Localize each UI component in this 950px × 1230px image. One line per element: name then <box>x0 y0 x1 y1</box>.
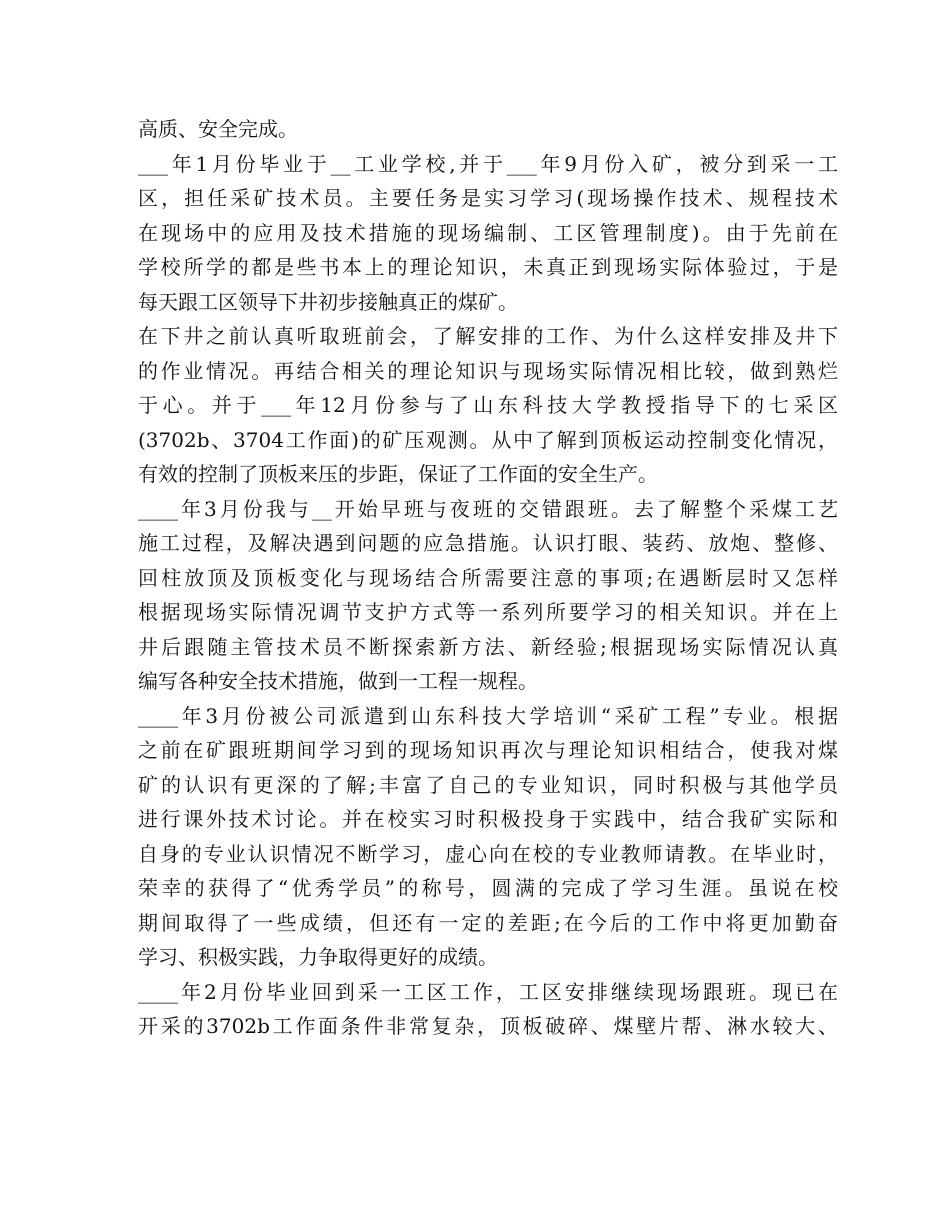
paragraph-line: 自身的专业认识情况不断学习，虚心向在校的专业教师请教。在毕业时， <box>138 841 838 866</box>
paragraph-line: 高质、安全完成。 <box>138 117 298 141</box>
paragraph-line: 矿的认识有更深的了解;丰富了自己的专业知识，同时积极与其他学员 <box>138 772 838 797</box>
paragraph-line: 根据现场实际情况调节支护方式等一系列所要学习的相关知识。并在上 <box>138 600 838 624</box>
paragraph-line: 学校所学的都是些书本上的理论知识，未真正到现场实际体验过，于是 <box>138 255 838 279</box>
paragraph-line: 施工过程，及解决遇到问题的应急措施。认识打眼、装药、放炮、整修、 <box>138 531 838 555</box>
paragraph-line: 区，担任采矿技术员。主要任务是实习学习(现场操作技术、规程技术 <box>138 186 838 210</box>
paragraph-line: 井后跟随主管技术员不断探索新方法、新经验;根据现场实际情况认真 <box>138 634 838 659</box>
document-body <box>138 112 838 1044</box>
paragraph-line: 进行课外技术讨论。并在校实习时积极投身于实践中，结合我矿实际和 <box>138 807 838 831</box>
paragraph-line: ____年3月份我与__开始早班与夜班的交错跟班。去了解整个采煤工艺 <box>138 496 838 521</box>
paragraph-line: ____年2月份毕业回到采一工区工作，工区安排继续现场跟班。现已在 <box>138 979 838 1004</box>
paragraph-line: 之前在矿跟班期间学习到的现场知识再次与理论知识相结合，使我对煤 <box>138 738 838 762</box>
paragraph-line: 期间取得了一些成绩，但还有一定的差距;在今后的工作中将更加勤奋 <box>138 910 838 935</box>
paragraph-line: 荣幸的获得了“优秀学员”的称号，圆满的完成了学习生涯。虽说在校 <box>138 876 838 900</box>
paragraph-line: 编写各种安全技术措施，做到一工程一规程。 <box>138 669 538 693</box>
paragraph-line: 回柱放顶及顶板变化与现场结合所需要注意的事项;在遇断层时又怎样 <box>138 565 838 590</box>
paragraph-line: (3702b、3704工作面)的矿压观测。从中了解到顶板运动控制变化情况， <box>138 427 838 452</box>
paragraph-line: 在下井之前认真听取班前会，了解安排的工作、为什么这样安排及井下 <box>138 324 838 348</box>
paragraph-line: 的作业情况。再结合相关的理论知识与现场实际情况相比较，做到熟烂 <box>138 358 838 383</box>
paragraph-line: 在现场中的应用及技术措施的现场编制、工区管理制度)。由于先前在 <box>138 220 838 245</box>
paragraph-line: 每天跟工区领导下井初步接触真正的煤矿。 <box>138 289 518 314</box>
paragraph-line: 于心。并于___年12月份参与了山东科技大学教授指导下的七采区 <box>138 393 838 417</box>
paragraph-line: 有效的控制了顶板来压的步距，保证了工作面的安全生产。 <box>138 462 658 486</box>
paragraph-line: 开采的3702b工作面条件非常复杂，顶板破碎、煤壁片帮、淋水较大、 <box>138 1014 838 1038</box>
paragraph-line: ___年1月份毕业于__工业学校,并于___年9月份入矿，被分到采一工 <box>138 151 838 176</box>
paragraph-line: ____年3月份被公司派遣到山东科技大学培训“采矿工程”专业。根据 <box>138 703 838 728</box>
paragraph-line: 学习、积极实践，力争取得更好的成绩。 <box>138 945 498 969</box>
